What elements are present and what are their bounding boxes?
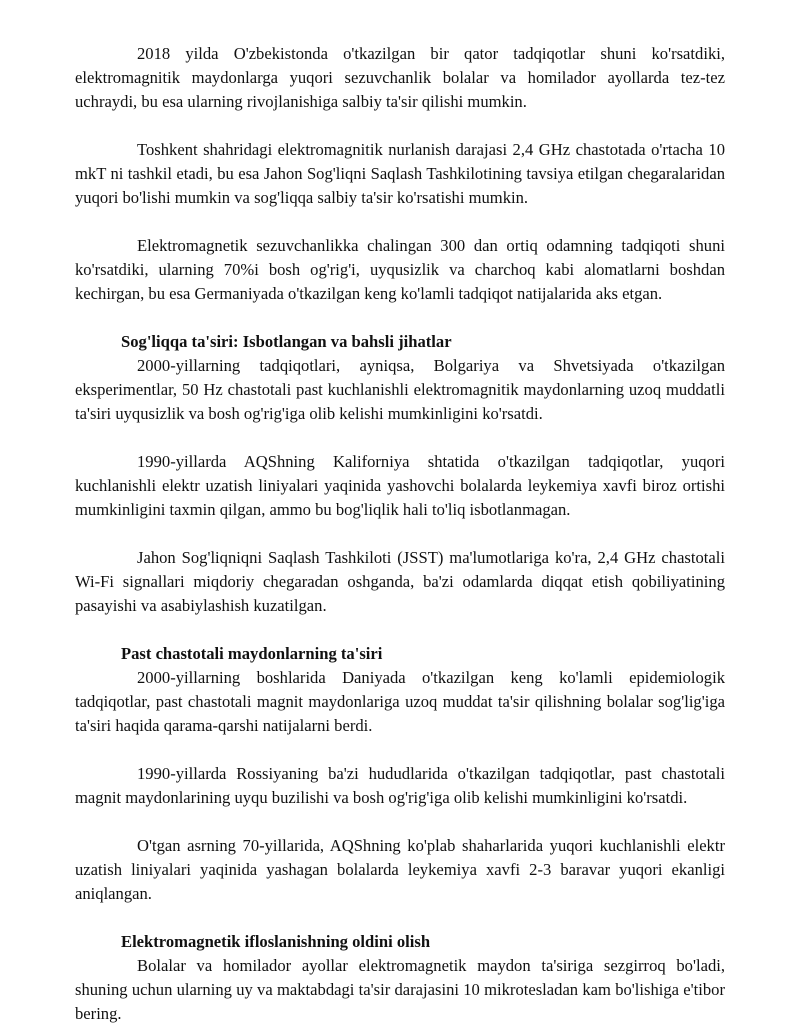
document-page <box>75 42 725 1026</box>
paragraph-who-wifi: Jahon Sog'liqniqni Saqlash Tashkiloti (JSST) ma'lumotlariga ko'ra, 2,4 GHz chastotali Wi-Fi signallari miqdoriy chegaradan oshganda, ba'zi odamlarda diqqat etish qobiliyatining pasayishi va asabiylashish kuzatilgan. <box>75 548 725 615</box>
paragraph-russia-study: 1990-yillarda Rossiyaning ba'zi hududlarida o'tkazilgan tadqiqotlar, past chastotali magnit maydonlarining uyqu buzilishi va bosh og'rig'iga olib kelishi mumkinligini ko'rsatdi. <box>75 764 725 807</box>
paragraph-children-pregnant-women: Bolalar va homilador ayollar elektromagnetik maydon ta'siriga sezgirroq bo'ladi, shuning uchun ularning uy va maktabdagi ta'sir darajasini 10 mikrotesladan kam bo'lishiga e'tibor bering. <box>75 956 725 1023</box>
paragraph-usa-1970s-study: O'tgan asrning 70-yillarida, AQShning ko'plab shaharlarida yuqori kuchlanishli elektr uzatish liniyalari yaqinida yashagan bolalarda leykemiya xavfi 2-3 baravar yuqori ekanligi aniqlangan. <box>75 836 725 903</box>
paragraph-tashkent-radiation: Toshkent shahridagi elektromagnitik nurlanish darajasi 2,4 GHz chastotada o'rtacha 10 mkT ni tashkil etadi, bu esa Jahon Sog'liqni Saqlash Tashkilotining tavsiya etilgan chegaralaridan yuqori bo'lishi mumkin va sog'liqqa salbiy ta'sir ko'rsatishi mumkin. <box>75 140 725 207</box>
paragraph-bulgaria-sweden-experiments: 2000-yillarning tadqiqotlari, ayniqsa, Bolgariya va Shvetsiyada o'tkazilgan eksperimentlar, 50 Hz chastotali past kuchlanishli elektromagnitik maydonlarning uzoq muddatli ta'siri uyqusizlik va bosh og'rig'iga olib kelishi mumkinligini ko'rsatdi. <box>75 356 725 423</box>
paragraph-denmark-study: 2000-yillarning boshlarida Daniyada o'tkazilgan keng ko'lamli epidemiologik tadqiqotlar, past chastotali magnit maydonlariga uzoq muddat ta'sir qilishning bolalar sog'lig'iga ta'siri haqida qarama-qarshi natijalarni berdi. <box>75 668 725 735</box>
paragraph-california-study: 1990-yillarda AQShning Kaliforniya shtatida o'tkazilgan tadqiqotlar, yuqori kuchlanishli elektr uzatish liniyalari yaqinida yashovchi bolalarda leykemiya xavfi biroz ortishi mumkinligini taxmin qilgan, ammo bu bog'liqlik hali to'liq isbotlanmagan. <box>75 452 725 519</box>
section-heading-health-impact: Sog'liqqa ta'siri: Isbotlangan va bahsli jihatlar <box>121 332 452 351</box>
section-heading-pollution-prevention: Elektromagnetik ifloslanishning oldini olish <box>121 932 431 951</box>
paragraph-electromagnetic-sensitivity: Elektromagnetik sezuvchanlikka chalingan 300 dan ortiq odamning tadqiqoti shuni ko'rsatdiki, ularning 70%i bosh og'rig'i, uyqusizlik va charchoq kabi alomatlarni boshdan kechirgan, bu esa Germaniyada o'tkazilgan keng ko'lamli tadqiqot natijalarida aks etgan. <box>75 236 725 303</box>
section-heading-low-frequency-fields: Past chastotali maydonlarning ta'siri <box>121 644 383 663</box>
paragraph-study-2018-uzbekistan: 2018 yilda O'zbekistonda o'tkazilgan bir qator tadqiqotlar shuni ko'rsatdiki, elektromagnitik maydonlarga yuqori sezuvchanlik bolalar va homilador ayollarda tez-tez uchraydi, bu esa ularning rivojlanishiga salbiy ta'sir qilishi mumkin. <box>75 44 725 111</box>
